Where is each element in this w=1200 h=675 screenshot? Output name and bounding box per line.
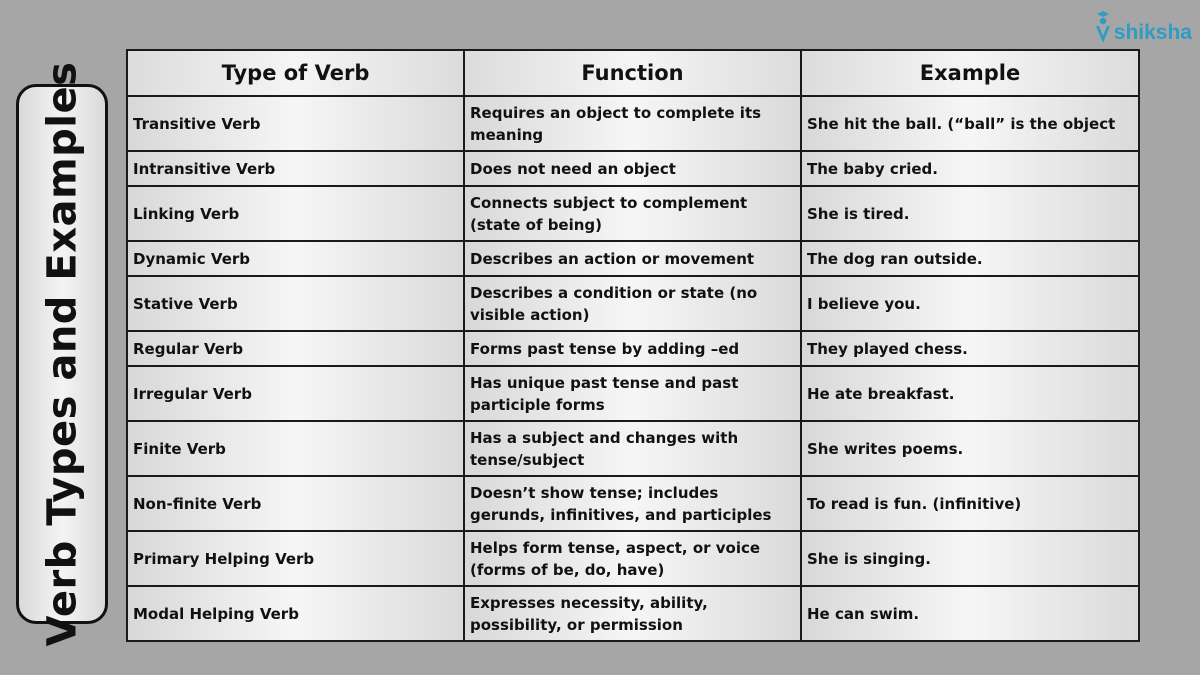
cell-function: Helps form tense, aspect, or voice (forms of be, do, have) (464, 531, 801, 586)
cell-example: She hit the ball. (“ball” is the object (801, 96, 1139, 151)
cell-example: She writes poems. (801, 421, 1139, 476)
cell-type: Stative Verb (127, 276, 464, 331)
cell-example: The dog ran outside. (801, 241, 1139, 276)
cell-example: She is singing. (801, 531, 1139, 586)
shiksha-logo[interactable] (1094, 8, 1192, 44)
cell-function: Doesn’t show tense; includes gerunds, infinitives, and participles (464, 476, 801, 531)
table-row (127, 586, 1139, 641)
table-row (127, 186, 1139, 241)
table-row (127, 366, 1139, 421)
cell-type: Irregular Verb (127, 366, 464, 421)
page-title: Verb Types and Examples (39, 61, 85, 647)
cell-example: He can swim. (801, 586, 1139, 641)
cell-function: Forms past tense by adding –ed (464, 331, 801, 366)
logo-text: shiksha (1113, 21, 1192, 44)
cell-function: Has a subject and changes with tense/subject (464, 421, 801, 476)
cell-function: Has unique past tense and past participle forms (464, 366, 801, 421)
cell-function: Describes an action or movement (464, 241, 801, 276)
cell-function: Does not need an object (464, 151, 801, 186)
cell-type: Non-finite Verb (127, 476, 464, 531)
table-row (127, 531, 1139, 586)
cell-type: Regular Verb (127, 331, 464, 366)
verb-types-table (126, 49, 1140, 642)
table-row (127, 476, 1139, 531)
table-row (127, 421, 1139, 476)
cell-example: She is tired. (801, 186, 1139, 241)
cell-example: He ate breakfast. (801, 366, 1139, 421)
cell-example: To read is fun. (infinitive) (801, 476, 1139, 531)
cell-example: They played chess. (801, 331, 1139, 366)
cell-function: Expresses necessity, ability, possibility, or permission (464, 586, 801, 641)
cell-function: Connects subject to complement (state of being) (464, 186, 801, 241)
cell-type: Intransitive Verb (127, 151, 464, 186)
table-row (127, 331, 1139, 366)
cell-function: Describes a condition or state (no visible action) (464, 276, 801, 331)
table-row (127, 151, 1139, 186)
table-header-row (127, 50, 1139, 96)
cell-type: Primary Helping Verb (127, 531, 464, 586)
cell-type: Finite Verb (127, 421, 464, 476)
cell-type: Dynamic Verb (127, 241, 464, 276)
table-row (127, 276, 1139, 331)
graduate-figure-icon (1094, 10, 1112, 44)
table-row (127, 96, 1139, 151)
cell-type: Linking Verb (127, 186, 464, 241)
cell-function: Requires an object to complete its meaning (464, 96, 801, 151)
cell-type: Transitive Verb (127, 96, 464, 151)
cell-type: Modal Helping Verb (127, 586, 464, 641)
cell-example: I believe you. (801, 276, 1139, 331)
side-title-box (16, 61, 108, 647)
cell-example: The baby cried. (801, 151, 1139, 186)
header-function: Function (464, 50, 801, 96)
table-row (127, 241, 1139, 276)
header-type: Type of Verb (127, 50, 464, 96)
header-example: Example (801, 50, 1139, 96)
